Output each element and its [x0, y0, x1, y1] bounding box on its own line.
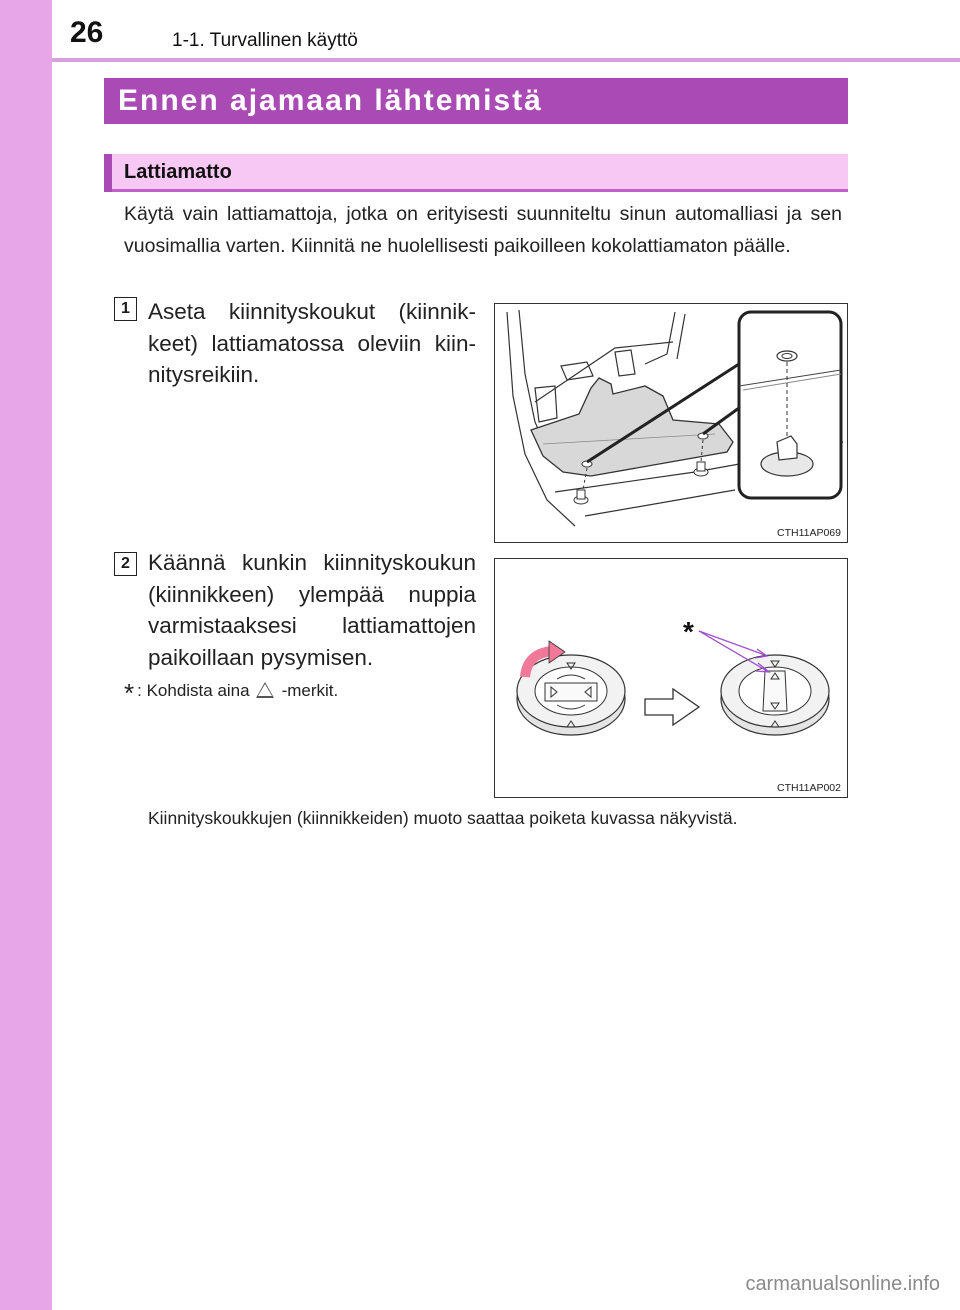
intro-paragraph: Käytä vain lattiamattoja, jotka on erityisesti suunniteltu sinun automalliasi ja sen vuosimallia varten. Kiinnitä ne huolellisesti paikoilleen kokolattiamaton päälle. — [124, 203, 842, 257]
note-text-before: : Kohdista aina — [137, 681, 250, 700]
alignment-note — [124, 678, 338, 709]
direction-arrow-icon — [645, 689, 699, 725]
triangle-mark-icon — [256, 682, 274, 698]
figure-code: CTH11AP069 — [776, 527, 841, 539]
section-title: Ennen ajamaan lähtemistä — [118, 84, 543, 117]
side-thumb-strip — [0, 0, 52, 1310]
knob-rotation-figure — [494, 558, 848, 798]
step-number-badge: 1 — [114, 297, 137, 321]
floor-mat-shape — [531, 378, 733, 476]
figure-asterisk: * — [683, 616, 694, 647]
footnote: Kiinnityskoukkujen (kiinnikkeiden) muoto saattaa poiketa kuvassa näkyvistä. — [148, 808, 738, 828]
watermark: carmanualsonline.info — [745, 1273, 940, 1295]
section-title-bar — [104, 78, 848, 124]
knob-rotation-illustration — [495, 559, 847, 797]
note-asterisk: * — [124, 678, 135, 708]
note-text-after: -merkit. — [281, 681, 339, 700]
page-number: 26 — [70, 16, 104, 49]
floor-mat-illustration — [495, 304, 847, 542]
step-number-badge: 2 — [114, 552, 137, 576]
step-text: Aseta kiinnityskoukut (kiinnik-keet) lattiamatossa oleviin kiin-nitysreikiin. — [148, 299, 476, 387]
header-rule — [52, 58, 960, 62]
subsection-accent — [104, 154, 112, 192]
running-header: 1-1. Turvallinen käyttö — [172, 30, 358, 51]
step-text: Käännä kunkin kiinnityskoukun (kiinnikkeen) ylempää nuppia varmistaaksesi lattiamattojen paikoillaan pysymisen. — [148, 550, 476, 670]
subsection-title: Lattiamatto — [124, 161, 232, 183]
subsection-title-bar — [104, 154, 848, 192]
figure-code: CTH11AP002 — [776, 782, 841, 794]
floor-mat-figure — [494, 303, 848, 543]
